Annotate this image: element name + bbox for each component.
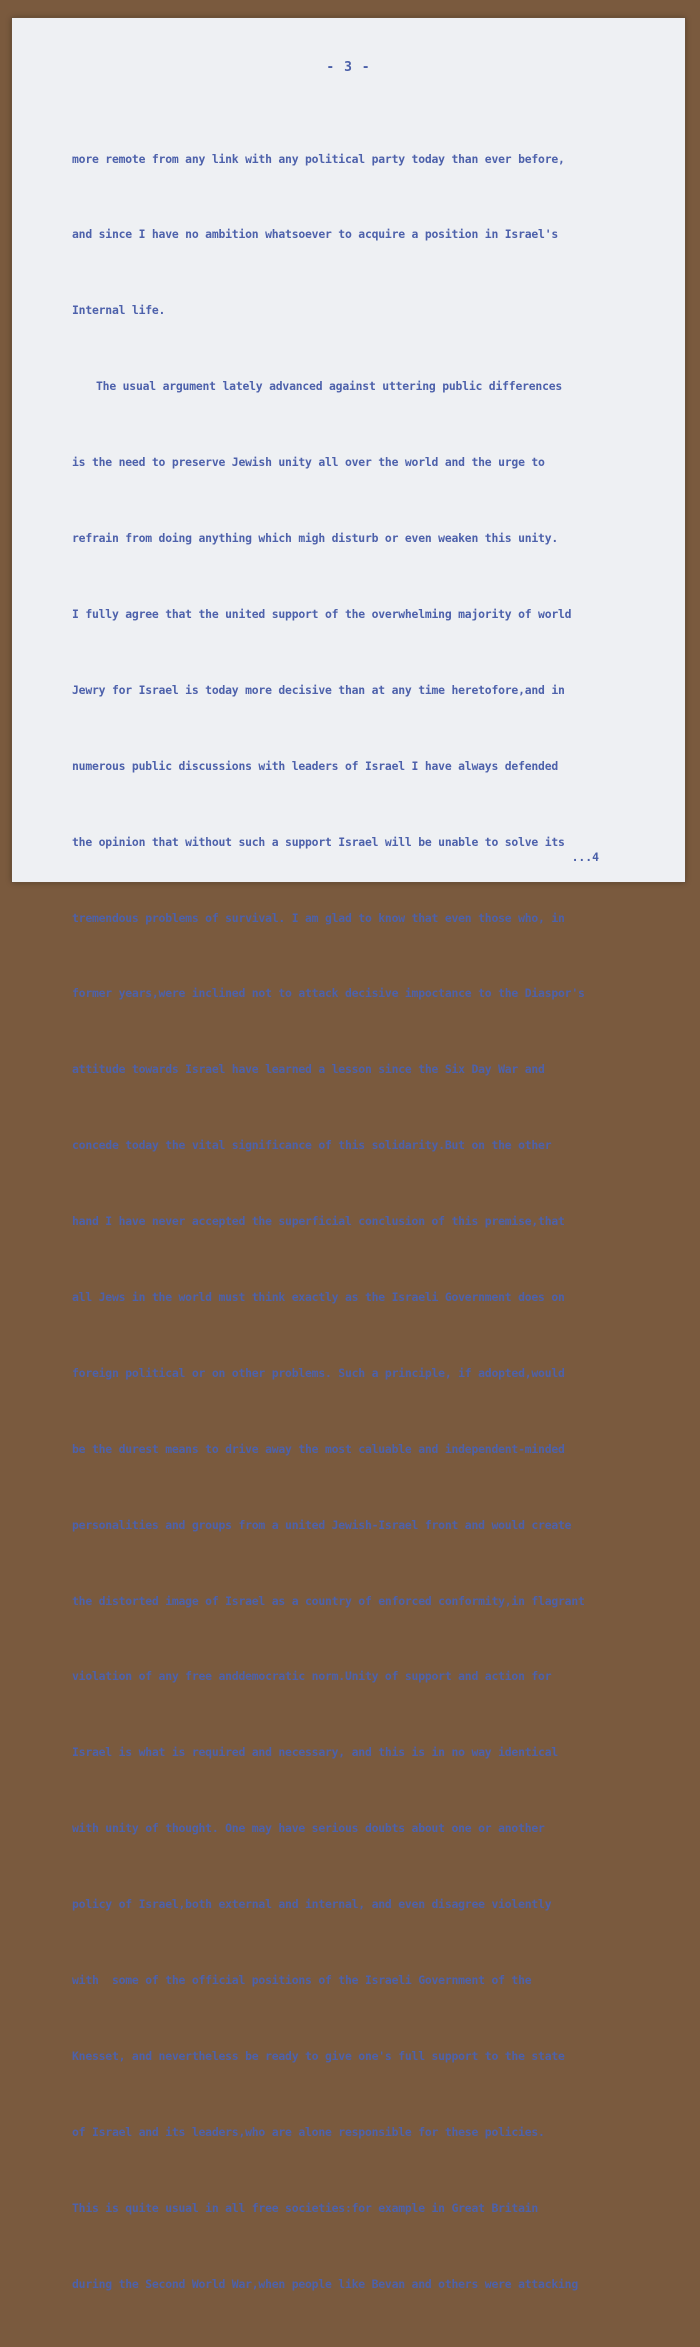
text-line: personalities and groups from a united Jewish-Israel front and would create bbox=[72, 1517, 572, 1532]
text-line: foreign political or on other problems. Such a principle, if adopted,would bbox=[72, 1365, 565, 1380]
text-line: The usual argument lately advanced against uttering public differences bbox=[96, 379, 563, 394]
text-line: I fully agree that the united support of the overwhelming majority of world bbox=[72, 606, 572, 621]
text-line: Internal life. bbox=[72, 303, 166, 318]
text-line: be the durest means to drive away the most caluable and independent-minded bbox=[72, 1441, 565, 1456]
text-line: and since I have no ambition whatsoever to acquire a position in Israel's bbox=[72, 227, 559, 242]
text-line: of Israel and its leaders,who are alone responsible for these policies. bbox=[72, 2124, 545, 2139]
document-page bbox=[12, 18, 685, 2291]
text-line: all Jews in the world must think exactly as the Israeli Government does on bbox=[72, 1289, 565, 1304]
text-line: is the need to preserve Jewish unity all over the world and the urge to bbox=[72, 455, 545, 470]
text-line: Israel is what is required and necessary, and this is in no way identical bbox=[72, 1745, 559, 1760]
continuation-marker: ...4 bbox=[571, 850, 599, 864]
page-number: - 3 - bbox=[326, 60, 371, 75]
text-line: former years,were inclined not to attack decisive impoctance to the Diaspor's bbox=[72, 986, 585, 1001]
text-line: hand I have never accepted the superficial conclusion of this premise,that bbox=[72, 1214, 565, 1229]
text-line: This is quite usual in all free societies:for example in Great Britain bbox=[72, 2200, 539, 2215]
text-line: more remote from any link with any political party today than ever before, bbox=[72, 151, 565, 166]
text-line: the opinion that without such a support Israel will be unable to solve its bbox=[72, 834, 565, 849]
text-line: attitude towards Israel have learned a lesson since the Six Day War and bbox=[72, 1062, 545, 1077]
text-line: violation of any free anddemocratic norm.Unity of support and action for bbox=[72, 1669, 552, 1684]
text-line: the distorted image of Israel as a country of enforced conformity,in flagrant bbox=[72, 1593, 585, 1608]
text-line: refrain from doing anything which migh disturb or even weaken this unity. bbox=[72, 531, 559, 546]
text-line: during the Second World War,when people like Bevan and others were attacking bbox=[72, 2276, 578, 2291]
body-text bbox=[72, 96, 682, 2347]
text-line: with unity of thought. One may have serious doubts about one or another bbox=[72, 1821, 545, 1836]
text-line: policy of Israel,both external and internal, and even disagree violently bbox=[72, 1897, 552, 1912]
text-line: tremendous problems of survival. I am glad to know that even those who, in bbox=[72, 910, 565, 925]
text-line: concede today the vital significance of this solidarity.But on the other bbox=[72, 1138, 552, 1153]
text-line: numerous public discussions with leaders of Israel I have always defended bbox=[72, 758, 559, 773]
text-line: with some of the official positions of the Israeli Government of the bbox=[72, 1972, 532, 1987]
text-line: Jewry for Israel is today more decisive than at any time heretofore,and in bbox=[72, 682, 565, 697]
text-line: Knesset, and nevertheless be ready to give one's full support to the state bbox=[72, 2048, 565, 2063]
